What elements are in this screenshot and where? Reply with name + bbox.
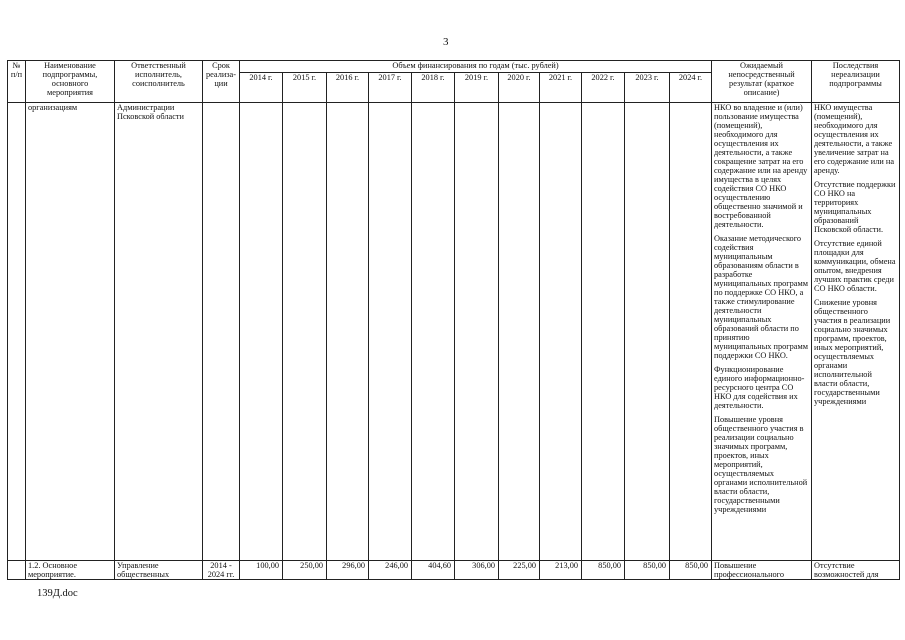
cell-value: 306,00 bbox=[455, 561, 499, 580]
cell-responsible: Администрации Псковской области bbox=[115, 103, 203, 561]
header-year: 2023 г. bbox=[625, 73, 670, 103]
expected-paragraph: НКО во владение и (или) пользование имущества (помещений), необходимого для осуществления их деятельности, а также сокращение затрат на его содержание или на аренду имущества в целях содействия СО НКО осуществлению общественно значимой и востребованной деятельности. bbox=[714, 103, 808, 229]
cell-value: 850,00 bbox=[625, 561, 670, 580]
header-year: 2022 г. bbox=[582, 73, 625, 103]
header-year: 2015 г. bbox=[283, 73, 327, 103]
cell-name: организациям bbox=[26, 103, 115, 561]
header-year: 2024 г. bbox=[670, 73, 712, 103]
header-year: 2020 г. bbox=[499, 73, 540, 103]
header-year: 2018 г. bbox=[412, 73, 455, 103]
consequence-paragraph: НКО имущества (помещений), необходимого для осуществления их деятельности, а также увеличение затрат на его содержание или на аренду. bbox=[814, 103, 895, 175]
header-year: 2019 г. bbox=[455, 73, 499, 103]
header-year: 2014 г. bbox=[240, 73, 283, 103]
cell-value: 850,00 bbox=[582, 561, 625, 580]
header-responsible: Ответственный исполнитель, соисполнитель bbox=[115, 61, 203, 103]
header-funding: Объем финансирования по годам (тыс. рублей) bbox=[240, 61, 712, 73]
expected-paragraph: Повышение уровня общественного участия в реализации социально значимых программ, проектов, иных мероприятий, осуществляемых органами исполнительной власти области, государственными учреждениями bbox=[714, 415, 808, 514]
header-consequences: Последствия нереализации подпрограммы bbox=[812, 61, 900, 103]
cell-value: 296,00 bbox=[327, 561, 369, 580]
cell-expected: Повышение профессионального bbox=[712, 561, 812, 580]
header-year: 2017 г. bbox=[369, 73, 412, 103]
consequence-paragraph: Отсутствие поддержки СО НКО на территориях муниципальных образований Псковской области. bbox=[814, 180, 896, 234]
expected-paragraph: Функционирование единого информационно-ресурсного центра СО НКО для содействия их деятельности. bbox=[714, 365, 805, 410]
cell-consequences: Отсутствие возможностей для bbox=[812, 561, 900, 580]
consequence-paragraph: Отсутствие единой площадки для коммуникации, обмена опытом, внедрения лучших практик среди СО НКО области. bbox=[814, 239, 896, 293]
header-name: Наименование подпрограммы, основного мероприятия bbox=[26, 61, 115, 103]
cell-value: 850,00 bbox=[670, 561, 712, 580]
cell-value: 404,60 bbox=[412, 561, 455, 580]
cell-value: 246,00 bbox=[369, 561, 412, 580]
consequence-paragraph: Снижение уровня общественного участия в реализации социально значимых программ, проектов, иных мероприятий, осуществляемых органами исполнительной власти области, государственными учреждениями bbox=[814, 298, 891, 406]
header-expected: Ожидаемый непосредственный результат (краткое описание) bbox=[712, 61, 812, 103]
expected-paragraph: Оказание методического содействия муниципальным образованиям области в разработке муниципальных программ по поддержке СО НКО, а также стимулирование деятельности муниципальных образований области по принятию муниципальных программ поддержки СО НКО. bbox=[714, 234, 808, 360]
header-term: Срок реализа- ции bbox=[203, 61, 240, 103]
cell-expected bbox=[712, 103, 812, 561]
cell-value: 100,00 bbox=[240, 561, 283, 580]
cell-name: 1.2. Основное мероприятие. bbox=[26, 561, 115, 580]
page-number: 3 bbox=[443, 36, 449, 48]
cell-value: 225,00 bbox=[499, 561, 540, 580]
header-num: № п/п bbox=[8, 61, 26, 103]
cell-term: 2014 - 2024 гг. bbox=[203, 561, 240, 580]
header-year: 2016 г. bbox=[327, 73, 369, 103]
cell-consequences bbox=[812, 103, 900, 561]
table-row bbox=[8, 103, 900, 561]
cell-value: 250,00 bbox=[283, 561, 327, 580]
table-row bbox=[8, 561, 900, 580]
program-table bbox=[7, 60, 900, 580]
cell-responsible: Управление общественных bbox=[115, 561, 203, 580]
cell-value: 213,00 bbox=[540, 561, 582, 580]
header-year: 2021 г. bbox=[540, 73, 582, 103]
footer-filename: 139Д.doc bbox=[37, 588, 78, 599]
